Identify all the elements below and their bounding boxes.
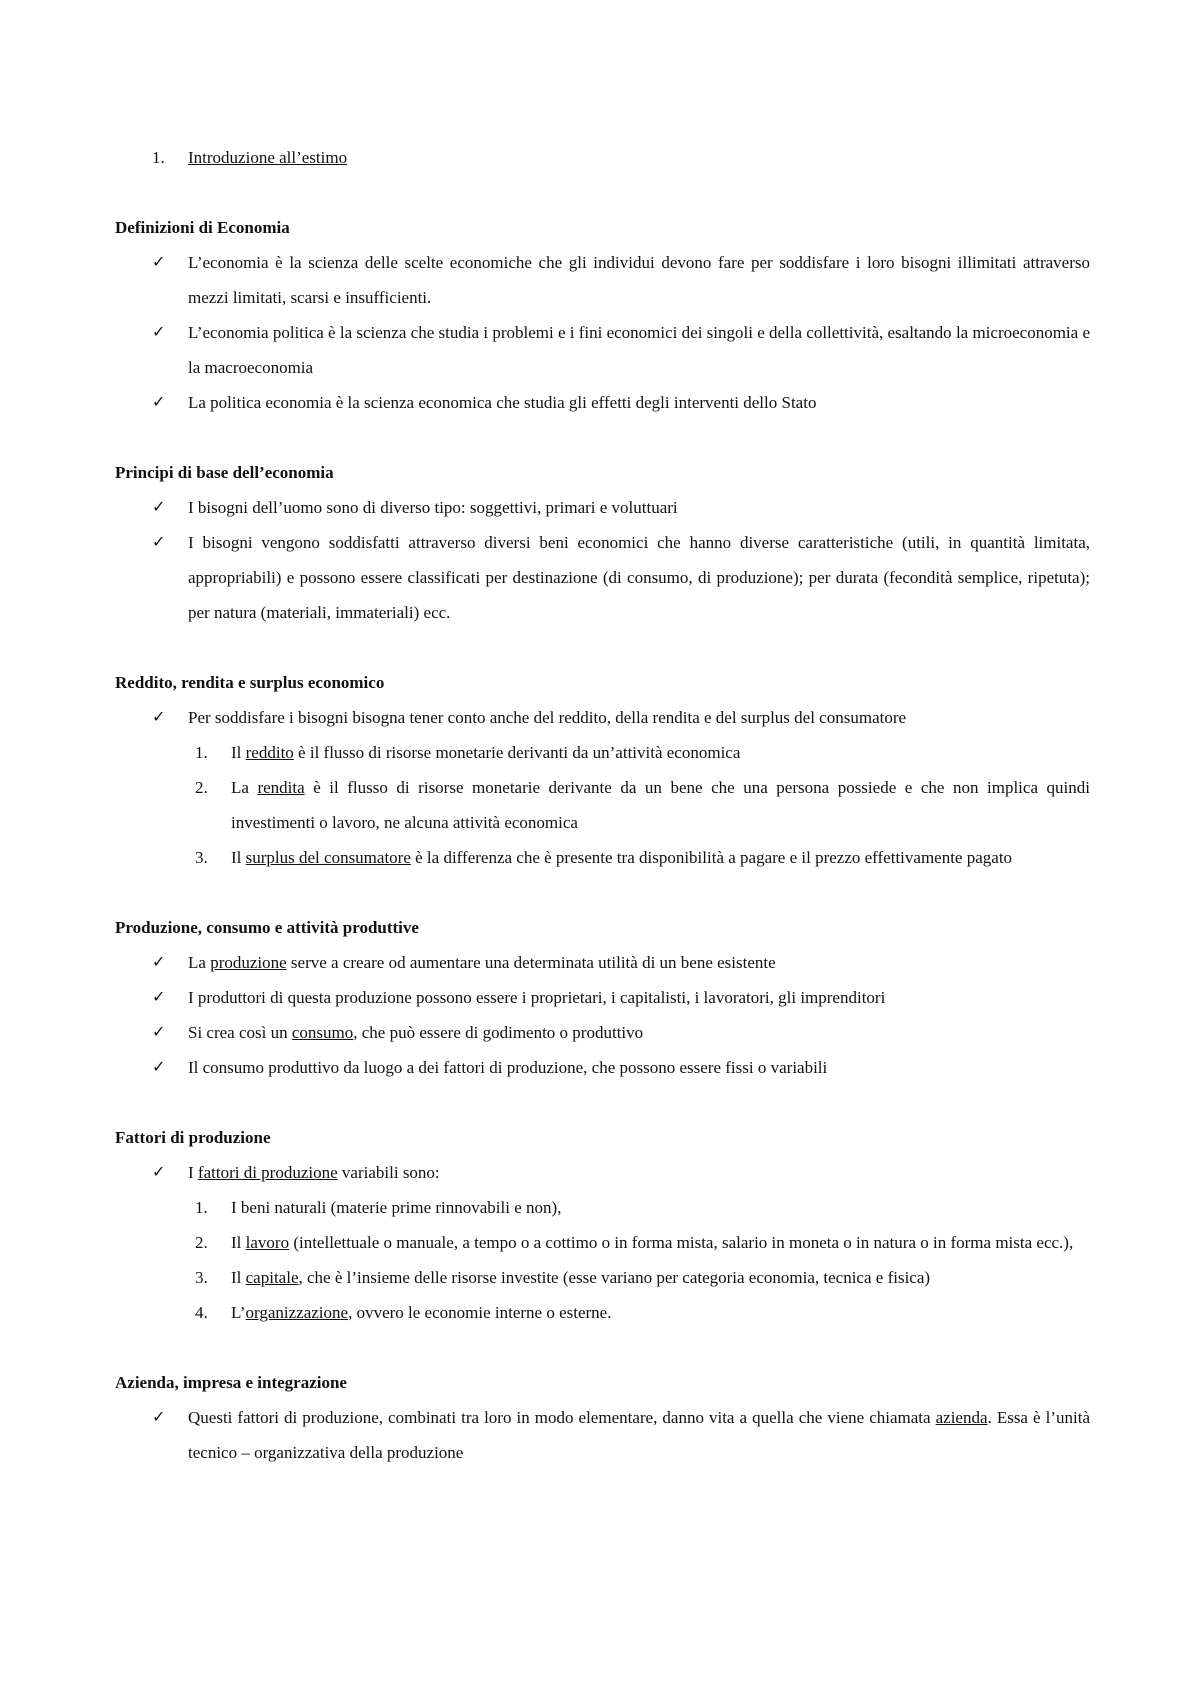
heading-reddito: Reddito, rendita e surplus economico: [115, 673, 385, 692]
list-item: ✓ Si crea così un consumo, che può essere di godimento o produttivo: [115, 1015, 1090, 1050]
numbered-list-fattori: [115, 1190, 1090, 1330]
term-capitale: capitale: [245, 1268, 299, 1287]
document-content: [115, 140, 1090, 1470]
checkmark-icon: ✓: [152, 499, 166, 516]
numbered-item: 2. Il lavoro (intellettuale o manuale, a tempo o a cottimo o in forma mista, salario in moneta o in natura o in forma mista ecc.),: [195, 1233, 1074, 1252]
term-surplus: surplus del consumatore: [245, 848, 411, 867]
checkmark-icon: ✓: [152, 324, 166, 341]
list-item: ✓ I bisogni vengono soddisfatti attraverso diversi beni economici che hanno diverse caratteristiche (utili, in quantità limitata, appropriabili) e possono essere classificati per destinazione (di consumo, di produzione); per durata (fecondità semplice, ripetuta); per natura (materiali, immateriali) ecc.: [115, 525, 1090, 630]
document-title: [115, 140, 1090, 175]
checkmark-icon: ✓: [152, 1059, 166, 1076]
heading-definizioni: Definizioni di Economia: [115, 218, 290, 237]
checkmark-icon: ✓: [152, 394, 166, 411]
list-item: ✓ Per soddisfare i bisogni bisogna tener conto anche del reddito, della rendita e del surplus del consumatore: [115, 700, 1090, 735]
numbered-list-reddito: [115, 735, 1090, 875]
heading-fattori: Fattori di produzione: [115, 1128, 271, 1147]
list-reddito: [115, 700, 1090, 735]
list-item: ✓ I produttori di questa produzione possono essere i proprietari, i capitalisti, i lavoratori, gli imprenditori: [115, 980, 1090, 1015]
list-item: ✓ Questi fattori di produzione, combinati tra loro in modo elementare, danno vita a quella che viene chiamata azienda. Essa è l’unità tecnico – organizzativa della produzione: [115, 1400, 1090, 1470]
list-produzione: [115, 945, 1090, 1085]
heading-azienda: Azienda, impresa e integrazione: [115, 1373, 347, 1392]
list-item: ✓ La produzione serve a creare od aumentare una determinata utilità di un bene esistente: [115, 945, 1090, 980]
heading-produzione: Produzione, consumo e attività produttive: [115, 918, 419, 937]
numbered-item: 1. I beni naturali (materie prime rinnovabili e non),: [195, 1198, 562, 1217]
checkmark-icon: ✓: [152, 709, 166, 726]
title-number: 1.: [152, 148, 165, 167]
list-item: ✓ I fattori di produzione variabili sono:: [115, 1155, 1090, 1190]
checkmark-icon: ✓: [152, 1164, 166, 1181]
checkmark-icon: ✓: [152, 954, 166, 971]
term-lavoro: lavoro: [245, 1233, 290, 1252]
list-definizioni: [115, 245, 1090, 420]
checkmark-icon: ✓: [152, 534, 166, 551]
checkmark-icon: ✓: [152, 989, 166, 1006]
numbered-item: 3. Il capitale, che è l’insieme delle risorse investite (esse variano per categoria economia, tecnica e fisica): [195, 1268, 931, 1287]
numbered-item: 2. La rendita è il flusso di risorse monetarie derivante da un bene che una persona possiede e che non implica quindi investimenti o lavoro, ne alcuna attività economica: [195, 778, 1090, 832]
checkmark-icon: ✓: [152, 254, 166, 271]
list-item: ✓ L’economia è la scienza delle scelte economiche che gli individui devono fare per soddisfare i loro bisogni illimitati attraverso mezzi limitati, scarsi e insufficienti.: [115, 245, 1090, 315]
term-azienda: azienda: [935, 1408, 988, 1427]
checkmark-icon: ✓: [152, 1024, 166, 1041]
list-item: ✓ La politica economia è la scienza economica che studia gli effetti degli interventi dello Stato: [115, 385, 1090, 420]
checkmark-icon: ✓: [152, 1409, 166, 1426]
term-rendita: rendita: [257, 778, 305, 797]
term-organizzazione: organizzazione: [245, 1303, 349, 1322]
heading-principi: Principi di base dell’economia: [115, 463, 334, 482]
list-item: ✓ L’economia politica è la scienza che studia i problemi e i fini economici dei singoli e della collettività, esaltando la microeconomia e la macroeconomia: [115, 315, 1090, 385]
term-consumo: consumo: [291, 1023, 354, 1042]
list-azienda: [115, 1400, 1090, 1470]
list-principi: [115, 490, 1090, 630]
list-item: ✓ Il consumo produttivo da luogo a dei fattori di produzione, che possono essere fissi o variabili: [115, 1050, 1090, 1085]
list-fattori: [115, 1155, 1090, 1190]
numbered-item: 1. Il reddito è il flusso di risorse monetarie derivanti da un’attività economica: [195, 743, 741, 762]
term-reddito: reddito: [245, 743, 294, 762]
term-produzione: produzione: [210, 953, 287, 972]
numbered-item: 4. L’organizzazione, ovvero le economie interne o esterne.: [195, 1303, 612, 1322]
list-item: ✓ I bisogni dell’uomo sono di diverso tipo: soggettivi, primari e voluttuari: [115, 490, 1090, 525]
title-text: Introduzione all’estimo: [188, 148, 348, 167]
numbered-item: 3. Il surplus del consumatore è la differenza che è presente tra disponibilità a pagare e il prezzo effettivamente pagato: [195, 848, 1013, 867]
term-fattori: fattori di produzione: [197, 1163, 338, 1182]
